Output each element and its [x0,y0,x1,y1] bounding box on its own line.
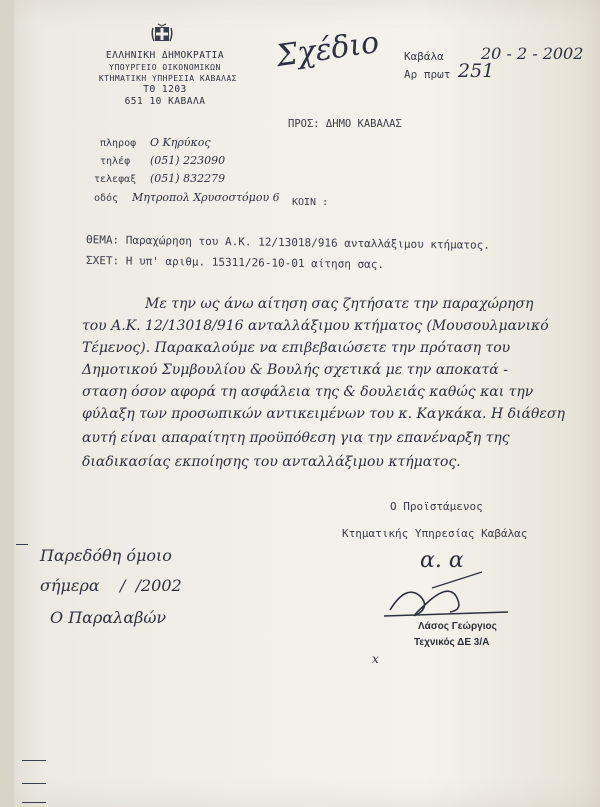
signature-title: Ο Προϊστάμενος [390,500,483,513]
body-line: Τέμενος). Παρακαλούμε να επιβεβαιώσετε την πρόταση του [82,340,511,356]
draft-handwritten-mark: Σχέδιο [274,24,382,75]
receipt-line2: σήμερα / /2002 [40,576,182,595]
body-line: σταση όσον αφορά τη ασφάλεια της & δουλειάς καθώς και την [82,384,534,400]
date-value: 20 - 2 - 2002 [481,44,584,63]
date-label: Καβάλα [404,50,444,63]
contact-address-label: οδός [94,193,119,204]
protocol-number: 251 [458,60,495,82]
contact-phone-label: τηλέφ [100,156,131,167]
signatory-name: Λάσος Γεώργιος [418,621,497,632]
receipt-line1: Παρεδόθη όμοιο [40,546,172,565]
letterhead-line2: ΥΠΟΥΡΓΕΙΟ ΟΙΚΟΝΟΜΙΚΩΝ [109,63,221,72]
body-line: διαδικασίας εκποίησης του ανταλλάξιμου κτήματος. [82,454,461,470]
signatory-role: Τεχνικός ΔΕ 3/Α [414,637,490,648]
letterhead-line5: 651 10 ΚΑΒΑΛΑ [124,96,206,107]
signature-department: Κτηματικής Υπηρεσίας Καβάλας [342,527,528,540]
contact-info-value: Ο Κηρύκος [150,136,211,149]
margin-mark [22,760,46,761]
contact-fax-value: (051) 832279 [150,172,226,185]
receipt-line3: Ο Παραλαβών [50,608,167,627]
letterhead-line4: ΤΘ 1203 [143,84,187,95]
contact-address-value: Μητροπολ Χρυσοστόμου 6 [132,191,280,204]
recipient: ΠΡΟΣ: ΔΗΜΟ ΚΑΒΑΛΑΣ [288,118,402,130]
body-line: Δημοτικού Συμβουλίου & Βουλής σχετικά με την αποκατά - [82,362,508,378]
subject-line: ΘΕΜΑ: Παραχώρηση του Α.Κ. 12/13018/916 ανταλλάξιμου κτήματος. [85,233,491,252]
body-line: του Α.Κ. 12/13018/916 ανταλλάξιμου κτήματος (Μουσουλμανικό [82,318,549,334]
handwritten-signature [372,566,522,626]
contact-phone-value: (051) 223090 [150,154,226,167]
body-line: φύλαξη των προσωπικών αντικειμένων του κ. Καγκάκα. Η διάθεση [82,406,565,422]
koin-label: ΚΟΙΝ : [292,197,329,208]
body-line: αυτή είναι απαραίτητη προϋπόθεση για την επανέναρξη της [82,430,510,446]
margin-mark [16,544,28,545]
signature-initials: α. α [420,548,464,573]
letterhead-line1: ΕΛΛΗΝΙΚΗ ΔΗΜΟΚΡΑΤΙΑ [105,50,225,61]
letterhead-line3: ΚΤΗΜΑΤΙΚΗ ΥΠΗΡΕΣΙΑ ΚΑΒΑΛΑΣ [98,74,238,83]
reference-line: ΣΧΕΤ: Η υπ' αριθμ. 15311/26-10-01 αίτηση σας. [85,253,385,272]
protocol-label: Αρ πρωτ [404,68,451,81]
greek-emblem-icon [150,22,174,46]
signature-tick: x [372,652,379,666]
margin-mark [22,783,46,784]
contact-fax-label: τελεφαξ [94,174,137,185]
body-line: Με την ως άνω αίτηση σας ζητήσατε την παραχώρηση [145,296,534,312]
contact-info-label: πληροφ [100,138,137,149]
margin-mark [22,802,46,803]
